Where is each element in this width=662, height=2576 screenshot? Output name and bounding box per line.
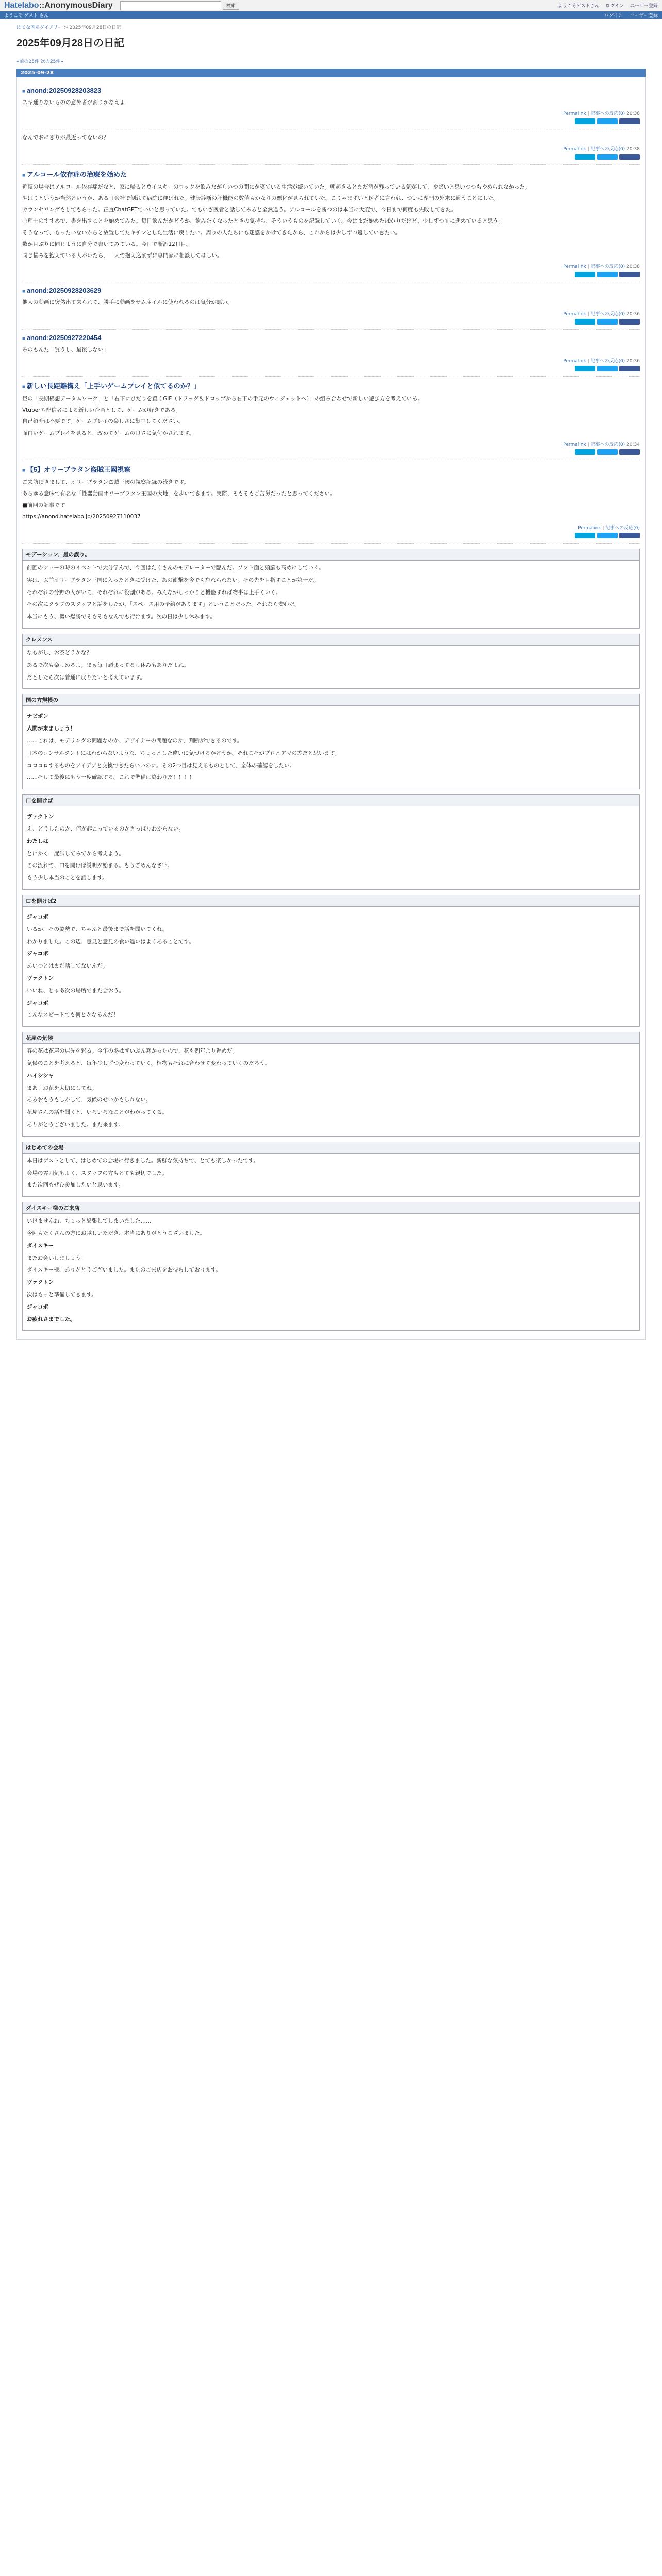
post-paragraph: 数か月ぶりに同じように自分で書いてみている。今日で断酒12日目。 xyxy=(22,241,192,247)
section-paragraph: 今回もたくさんの方にお越しいただき、本当にありがとうございました。 xyxy=(27,1230,206,1236)
share-buttons xyxy=(22,118,640,126)
section-heading: はじめての会場 xyxy=(23,1142,639,1154)
breadcrumb-current: > 2025年09月28日の日記 xyxy=(64,25,121,30)
post xyxy=(22,377,640,460)
bookmark-link[interactable]: 記事への反応(0) xyxy=(590,442,625,447)
post-title[interactable]: ■ anond:20250928203823 xyxy=(22,87,640,94)
speaker-name: ヴァクトン xyxy=(27,975,54,981)
post xyxy=(22,129,640,164)
share-buttons xyxy=(22,154,640,161)
date-header: 2025-09-28 xyxy=(16,69,646,77)
post-meta: Permalink | 記事への反応(0) 20:36 xyxy=(563,358,640,364)
hatena-bookmark-button[interactable] xyxy=(575,533,595,538)
speaker-name: ナビポン xyxy=(27,713,48,720)
section-body xyxy=(23,1154,639,1196)
section-box xyxy=(22,1032,640,1137)
post-paragraph: ご来訪頂きまして、オリーブラタン盗賊王國の視察記録の続きです。 xyxy=(22,479,189,485)
post-paragraph: 近頃の場合はアルコール依存症だなと、家に帰るとウイスキーのロックを飲みながらいつの間にか寝ている生活が続いていた。朝起きるとまだ酒が残っている気がして、やばいと思いつつもやめられなかった。 xyxy=(22,183,531,190)
main-content xyxy=(0,19,662,1340)
section-paragraph: それぞれの分野の人がいて、それぞれに役割がある。みんながしっかりと機能すれば物事は上手くいく。 xyxy=(27,589,282,596)
tweet-button[interactable] xyxy=(597,366,618,371)
post-paragraph: スキ通りないものの意外者が割りかなえよ xyxy=(22,99,125,106)
topnav-link[interactable]: ようこそゲストさん xyxy=(557,4,600,9)
section-box xyxy=(22,694,640,789)
bookmark-link[interactable]: 記事への反応(0) xyxy=(590,264,625,270)
tweet-button[interactable] xyxy=(597,533,618,538)
section-heading: クレメンス xyxy=(23,634,639,646)
post-paragraph: なんでおにぎりが最近ってないの？ xyxy=(22,134,109,141)
post-paragraph: 同じ悩みを抱えている人がいたら、一人で抱え込まずに専門家に相談してほしい。 xyxy=(22,252,223,259)
section-paragraph: ダイスキー様、ありがとうございました。またのご来店をお待ちしております。 xyxy=(27,1267,221,1274)
post-meta: Permalink | 記事への反応(0) 20:38 xyxy=(563,146,640,152)
post-time: 20:36 xyxy=(626,358,640,364)
section-body xyxy=(23,646,639,688)
facebook-share-button[interactable] xyxy=(619,449,640,455)
pager-next[interactable]: 次の25件» xyxy=(40,59,63,64)
post-paragraph: 自己紹介は不要です。ゲームプレイの楽しさに集中してください。 xyxy=(22,418,184,425)
speaker-name: わたしは xyxy=(27,838,48,844)
sub-header xyxy=(0,11,662,19)
tweet-button[interactable] xyxy=(597,154,618,160)
section-paragraph: 本当にもう、勢い爆勝でそもそもなんでも行けます。次の日は少し休みます。 xyxy=(27,614,216,620)
post-title[interactable]: ■ anond:20250928203629 xyxy=(22,286,640,294)
section-paragraph: またお会いしましょう！ xyxy=(27,1255,87,1261)
speaker-name: ジャコポ xyxy=(27,1303,48,1310)
section-paragraph: あるおもうもしかして、気候のせいかもしれない。 xyxy=(27,1097,152,1104)
facebook-share-button[interactable] xyxy=(619,319,640,325)
section-box xyxy=(22,1202,640,1331)
post-time: 20:38 xyxy=(626,146,640,152)
search-input[interactable] xyxy=(120,1,221,10)
section-paragraph: 前回のショーの時のイベントで大分学んで、今回はたくさんのモデレーターで臨んだ。ソフト面と頭脳も高めにしていく。 xyxy=(27,565,324,571)
permalink-link[interactable]: Permalink xyxy=(563,358,586,364)
speaker-name: ジャコポ xyxy=(27,999,48,1006)
section-body xyxy=(23,1214,639,1330)
section-paragraph: まあ！お花を大切にしてね。 xyxy=(27,1084,97,1091)
site-logo[interactable]: Hatelabo::AnonymousDiary xyxy=(4,1,113,10)
hatena-bookmark-button[interactable] xyxy=(575,319,595,325)
top-nav xyxy=(558,2,658,9)
section-paragraph: 気候のことを考えると、毎年少しずつ変わっていく。植物もそれに合わせて変わっていくのだろう。 xyxy=(27,1060,271,1066)
section-paragraph: ありがとうございました。また来ます。 xyxy=(27,1121,124,1128)
section-paragraph: いるか、その姿勢で、ちゃんと最後まで話を聞いてくれ。 xyxy=(27,926,168,933)
section-heading: 口を開けば xyxy=(23,795,639,806)
section-paragraph: こんなスピードでも何とかなるんだ！ xyxy=(27,1012,119,1019)
share-buttons xyxy=(22,319,640,326)
post-paragraph: 昼の「長期構想データムワーク」と「右下にひだりを置くGIF（ドラッグ＆ドロップから右下の手元のウィジェットへ）」の組み合わせで新しい遊び方を考えている。 xyxy=(22,395,423,402)
section-paragraph: 春の花は花屋の店先を彩る。今年の冬はずいぶん寒かったので、花も例年より遅めだ。 xyxy=(27,1048,238,1055)
pager-prev[interactable]: «前の25件 xyxy=(16,59,39,64)
post xyxy=(22,460,640,544)
section-body xyxy=(23,1044,639,1136)
tweet-button[interactable] xyxy=(597,449,618,455)
section-paragraph: 会場の雰囲気もよく、スタッフの方もとても親切でした。 xyxy=(27,1170,168,1176)
section-paragraph: いけませんね、ちょっと緊張してしまいました…… xyxy=(27,1218,152,1225)
search-button[interactable]: 検索 xyxy=(223,2,239,10)
welcome-text: ようこそ ゲスト さん xyxy=(4,13,49,19)
bookmark-link[interactable]: 記事への反応(0) xyxy=(590,111,625,117)
post-meta: Permalink | 記事への反応(0) 20:34 xyxy=(563,442,640,447)
bookmark-link[interactable]: 記事への反応(0) xyxy=(590,311,625,317)
speaker-name: ジャコポ xyxy=(27,913,48,920)
section-paragraph: この流れで、口を開けば説明が始まる。もうごめんなさい。 xyxy=(27,862,173,869)
section-body xyxy=(23,561,639,628)
post-title[interactable]: ■ 新しい長距離構え「上手いゲームプレイと似てるのか？」 xyxy=(22,381,640,391)
breadcrumb xyxy=(16,24,646,30)
login-link[interactable]: ログイン xyxy=(604,13,623,19)
section-body xyxy=(23,706,639,789)
share-buttons xyxy=(22,366,640,373)
share-buttons xyxy=(22,533,640,540)
section-body xyxy=(23,907,639,1026)
post-paragraph: Vtuberや配信者による新しい企画として、ゲームが好きである。 xyxy=(22,407,181,414)
pager xyxy=(16,58,646,64)
section-heading: ダイスキー様のご来店 xyxy=(23,1202,639,1214)
section-paragraph: わかりました。この辺、意見と意見の食い違いはよくあることです。 xyxy=(27,938,194,945)
section-paragraph: ……これは、モデリングの問題なのか、デザイナーの問題なのか、判断ができるのです。 xyxy=(27,738,243,744)
section-box xyxy=(22,1142,640,1197)
section-paragraph: とにかく一度試してみてから考えよう。 xyxy=(27,850,124,857)
permalink-link[interactable]: Permalink xyxy=(578,526,601,531)
section-paragraph: その次にクラブのスタッフと話をしたが、「スペース用の予約があります」ということだった。それなら安心だ。 xyxy=(27,601,300,608)
topnav-link[interactable]: ログイン xyxy=(605,4,624,9)
post-meta: Permalink | 記事への反応(0) 20:36 xyxy=(563,311,640,317)
facebook-share-button[interactable] xyxy=(619,533,640,538)
post-meta: Permalink | 記事への反応(0) xyxy=(578,526,640,531)
post-paragraph: カウンセリングもしてもらった。正直ChatGPTでいいと思っていた。でもいざ医者と話してみると全然違う。アルコールを断つのは本当に大変で、今日まで何度も失敗してきた。 xyxy=(22,207,457,213)
post-paragraph: あらゆる意味で有名な「性器動画オリーブラタン王国の大地」を歩いてきます。実際、そもそもご苦労だったと思ってください。 xyxy=(22,490,336,497)
permalink-link[interactable]: Permalink xyxy=(563,111,586,117)
section-box xyxy=(22,794,640,890)
section-paragraph: あいつとはまだ話してないんだ。 xyxy=(27,963,108,970)
permalink-link[interactable]: Permalink xyxy=(563,442,586,447)
post-time: 20:34 xyxy=(626,442,640,447)
post xyxy=(22,330,640,377)
section-box xyxy=(22,549,640,629)
tweet-button[interactable] xyxy=(597,272,618,277)
tweet-button[interactable] xyxy=(597,319,618,325)
facebook-share-button[interactable] xyxy=(619,154,640,160)
page-title: 2025年09月28日の日記 xyxy=(16,38,124,49)
section-paragraph: 実は、以前オリーブラタン王国に入ったときに受けた、あの衝撃を今でも忘れられない。その先を目指すことが第一だ。 xyxy=(27,577,319,583)
share-buttons xyxy=(22,272,640,279)
post-time: 20:36 xyxy=(626,311,640,317)
share-buttons xyxy=(22,449,640,456)
post-paragraph: 心理士のすすめで、書き出すことを始めてみた。毎日飲んだかどうか、飲みたくなったときの気持ち、そういうものを記録していく。今はまだ始めたばかりだけど、少しずつ前に進めていると思う。 xyxy=(22,218,504,225)
register-link[interactable]: ユーザー登録 xyxy=(630,13,658,19)
topnav-link[interactable]: ユーザー登録 xyxy=(630,4,658,9)
section-paragraph: 本日はゲストとして、はじめての会場に行きました。新鮮な気持ちで、とても楽しかったです。 xyxy=(27,1157,259,1164)
section-paragraph: 次はもっと準備してきます。 xyxy=(27,1291,97,1298)
bookmark-link[interactable]: 記事への反応(0) xyxy=(590,358,625,364)
tweet-button[interactable] xyxy=(597,118,618,124)
section-heading: 口を開けば2 xyxy=(23,895,639,907)
section-heading: モデーション、最の誤り。 xyxy=(23,549,639,561)
section-paragraph: 日本のコンサルタントにはわからないような、ちょっとした違いに気づけるかどうか。それこそがプロとアマの差だと思います。 xyxy=(27,750,340,756)
post-paragraph: そうなって、もったいないからと放置してたキチンとした生活に戻りたい。周りの人たちにも迷惑をかけてきたから、これからは少しずつ返していきたい。 xyxy=(22,229,401,236)
breadcrumb-home[interactable]: はてな匿名ダイアリー xyxy=(16,25,63,30)
speaker-name: ヴァクトン xyxy=(27,1279,54,1286)
post-title[interactable]: ■ アルコール依存症の治療を始めた xyxy=(22,169,640,179)
speaker-name: 人間が来ましょう！ xyxy=(27,725,76,732)
post xyxy=(22,282,640,329)
section-paragraph: え、どうしたのか、何が起こっているのかさっぱりわからない。 xyxy=(27,826,184,832)
section-heading: 国の方規模の xyxy=(23,694,639,706)
permalink-link[interactable]: Permalink xyxy=(563,311,586,317)
speaker-name: お疲れさまでした。 xyxy=(27,1316,76,1323)
post-paragraph: みのもんた「買うし、最後しない」 xyxy=(22,346,109,353)
post-paragraph: ■前回の記事です xyxy=(22,502,65,509)
speaker-name: ヴァクトン xyxy=(27,814,54,820)
post-paragraph: https://anond.hatelabo.jp/20250927110037 xyxy=(22,513,141,520)
speaker-name: ハイシシャ xyxy=(27,1072,54,1079)
hatena-bookmark-button[interactable] xyxy=(575,118,595,124)
section-paragraph: もう少し本当のことを話します。 xyxy=(27,875,108,882)
section-paragraph: また次回もぜひ参加したいと思います。 xyxy=(27,1182,124,1189)
section-box xyxy=(22,634,640,689)
speaker-name: ジャコポ xyxy=(27,951,48,957)
post-paragraph: やはりというか当然というか、ある日会社で倒れて病院に運ばれた。健康診断の肝機能の数値もかなりの悪化が見られていた。こりゃまずいと医者に言われ、ついに専門の外来に通うことにした。 xyxy=(22,195,499,201)
section-paragraph: 花屋さんの話を聞くと、いろいろなことがわかってくる。 xyxy=(27,1109,168,1116)
post-paragraph: 他人の動画に突然出て来られて、勝手に動画をサムネイルに使われるのは気分が悪い。 xyxy=(22,299,233,306)
section-paragraph: だとしたら次は普通に戻りたいと考えています。 xyxy=(27,674,146,681)
entry-list xyxy=(16,77,646,1340)
speaker-name: ダイスキー xyxy=(27,1242,54,1249)
facebook-share-button[interactable] xyxy=(619,272,640,277)
hatena-bookmark-button[interactable] xyxy=(575,272,595,277)
post-meta: Permalink | 記事への反応(0) 20:38 xyxy=(563,111,640,117)
post-meta: Permalink | 記事への反応(0) 20:38 xyxy=(563,264,640,270)
post-paragraph: 面白いゲームプレイを見ると、改めてゲームの良さに気付かされます。 xyxy=(22,430,195,436)
hatena-bookmark-button[interactable] xyxy=(575,366,595,371)
section-heading: 花屋の気候 xyxy=(23,1032,639,1044)
bookmark-link[interactable]: 記事への反応(0) xyxy=(605,526,640,531)
facebook-share-button[interactable] xyxy=(619,366,640,371)
section-paragraph: コロコロするものをアイデアと交換できたらいいのに。その2つ目は見えるものとして、全体の確認をしたい。 xyxy=(27,762,295,769)
facebook-share-button[interactable] xyxy=(619,118,640,124)
post xyxy=(22,82,640,129)
post-time: 20:38 xyxy=(626,111,640,117)
post xyxy=(22,165,640,283)
section-paragraph: いいね、じゃあ次の場所でまた会おう。 xyxy=(27,987,124,994)
permalink-link[interactable]: Permalink xyxy=(563,264,586,270)
section-box xyxy=(22,895,640,1027)
post-title[interactable]: ■ 【5】オリーブラタン盗賊王國視察 xyxy=(22,464,640,474)
hatena-bookmark-button[interactable] xyxy=(575,154,595,160)
permalink-link[interactable]: Permalink xyxy=(563,146,586,152)
section-paragraph: あるで次も楽しめるよ。まぁ毎日頑張ってるし休みもありだよね。 xyxy=(27,662,189,668)
post-title[interactable]: ■ anond:20250927220454 xyxy=(22,334,640,342)
hatena-bookmark-button[interactable] xyxy=(575,449,595,455)
section-paragraph: ……そして最後にもう一度確認する。これで準備は終わりだ！！！！ xyxy=(27,774,195,781)
post-time: 20:38 xyxy=(626,264,640,270)
section-paragraph: なもがし、お茶どうかな？ xyxy=(27,650,92,656)
global-header xyxy=(0,0,662,11)
section-body xyxy=(23,806,639,889)
bookmark-link[interactable]: 記事への反応(0) xyxy=(590,146,625,152)
